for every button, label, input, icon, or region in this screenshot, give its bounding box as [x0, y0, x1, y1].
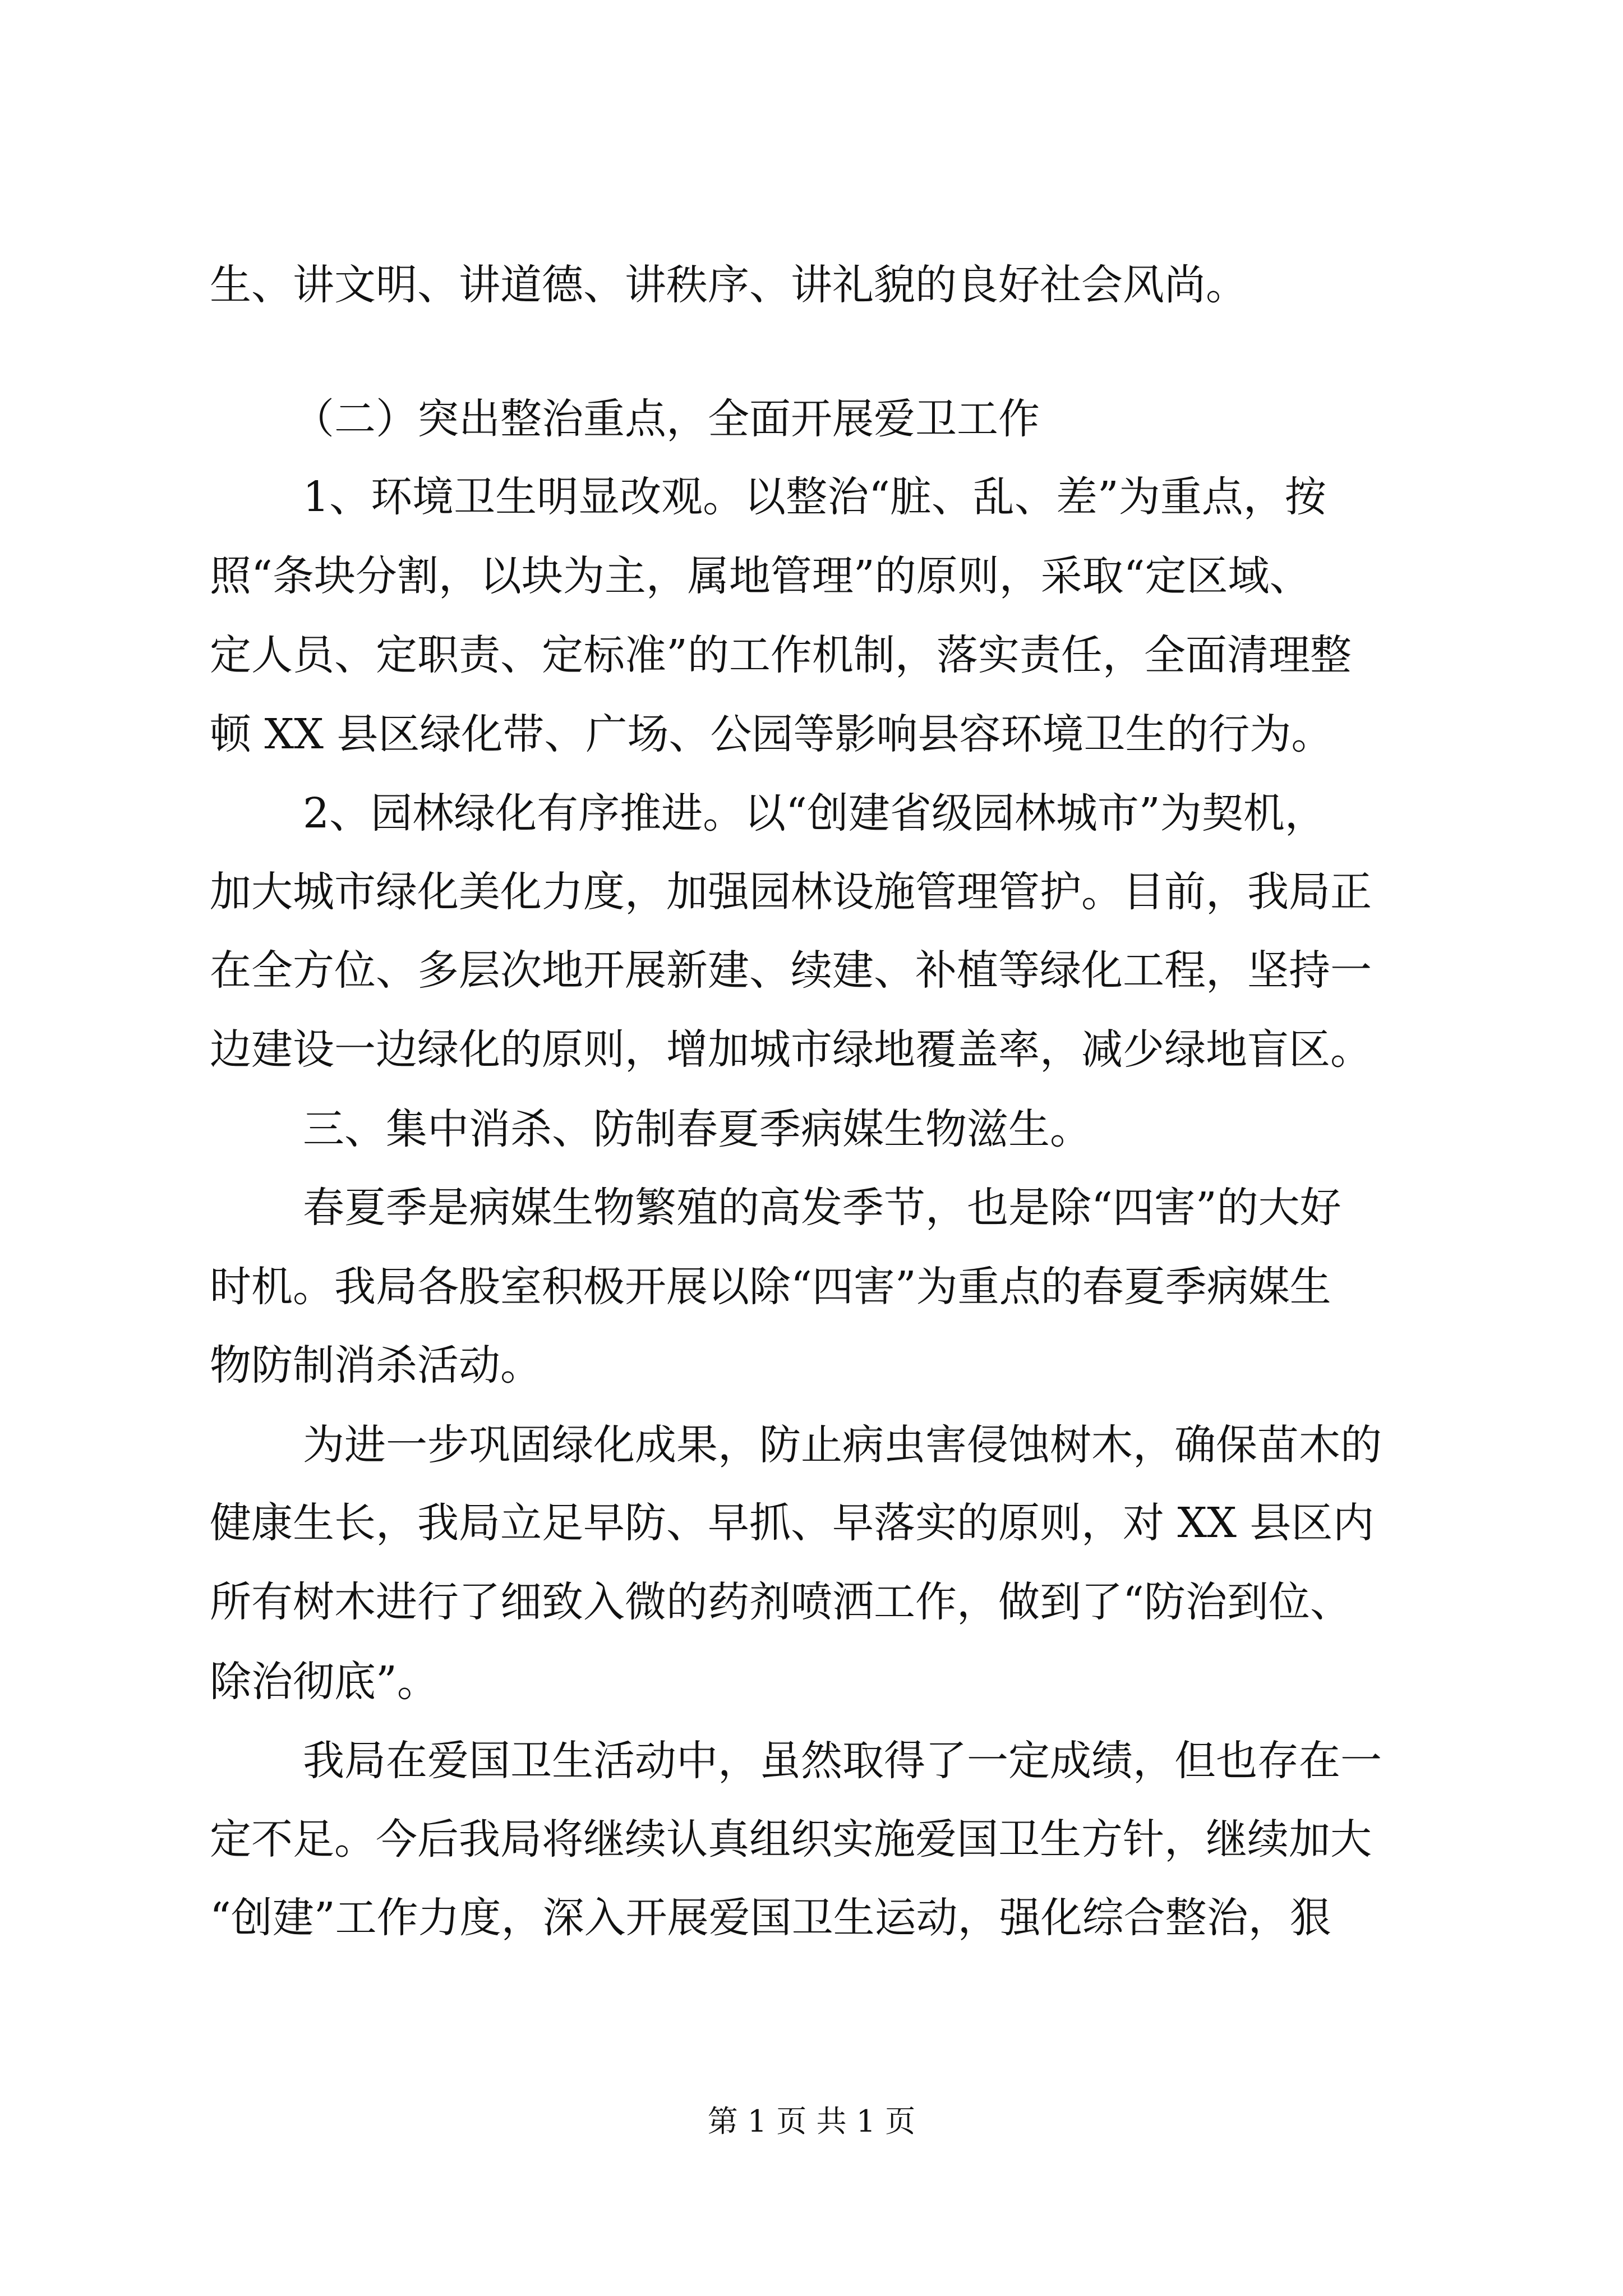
- text-line: 生、讲文明、讲道德、讲秩序、讲礼貌的良好社会风尚。: [210, 261, 1247, 309]
- section-heading: （二）突出整治重点，全面开展爱卫工作: [293, 395, 1040, 443]
- text-line: 定不足。今后我局将继续认真组织实施爱国卫生方针，继续加大: [210, 1815, 1372, 1864]
- text-line: 照“条块分割，以块为主，属地管理”的原则，采取“定区域、: [210, 552, 1311, 600]
- text-line: 2、园林绿化有序推进。以“创建省级园林城市”为契机，: [303, 789, 1326, 838]
- text-line: 我局在爱国卫生活动中，虽然取得了一定成绩，但也存在一: [303, 1737, 1382, 1785]
- text-line: 加大城市绿化美化力度，加强园林设施管理管护。目前，我局正: [210, 868, 1372, 916]
- text-line: 边建设一边绿化的原则，增加城市绿地覆盖率，减少绿地盲区。: [210, 1025, 1372, 1074]
- text-line: 健康生长，我局立足早防、早抓、早落实的原则，对 XX 县区内: [210, 1499, 1375, 1547]
- text-line: 春夏季是病媒生物繁殖的高发季节，也是除“四害”的大好: [303, 1184, 1341, 1232]
- text-line: 为进一步巩固绿化成果，防止病虫害侵蚀树木，确保苗木的: [303, 1421, 1382, 1469]
- text-line: 时机。我局各股室积极开展以除“四害”为重点的春夏季病媒生: [210, 1263, 1331, 1311]
- text-line: 定人员、定职责、定标准”的工作机制，落实责任，全面清理整: [210, 631, 1352, 679]
- text-line: 所有树木进行了细致入微的药剂喷洒工作，做到了“防治到位、: [210, 1578, 1352, 1626]
- text-line: 1、环境卫生明显改观。以整治“脏、乱、差”为重点，按: [303, 473, 1326, 521]
- section-heading: 三、集中消杀、防制春夏季病媒生物滋生。: [303, 1105, 1091, 1153]
- text-line: “创建”工作力度，深入开展爱国卫生运动，强化综合整治，狠: [210, 1894, 1331, 1942]
- text-line: 除治彻底”。: [210, 1658, 439, 1706]
- text-line: 物防制消杀活动。: [210, 1341, 542, 1389]
- page-number-footer: 第 1 页 共 1 页: [707, 2104, 916, 2139]
- text-line: 在全方位、多层次地开展新建、续建、补植等绿化工程，坚持一: [210, 946, 1372, 995]
- text-line: 顿 XX 县区绿化带、广场、公园等影响县容环境卫生的行为。: [210, 710, 1333, 758]
